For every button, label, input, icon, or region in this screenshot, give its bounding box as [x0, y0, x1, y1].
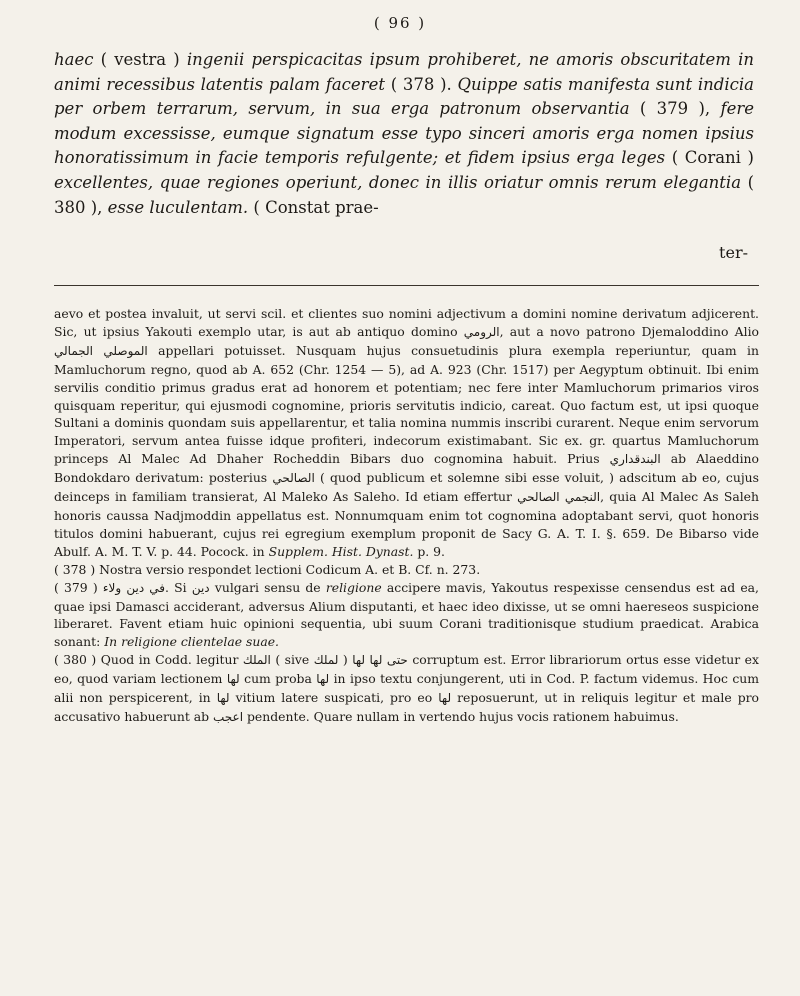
note-text: corruptum est. Error librariorum ortus esse videtur ex eo, quod variam lectionem [54, 652, 759, 687]
note-text: appellari potuisset. Nusquam hujus consuetudinis plura exempla reperiuntur, quam in Mamluchorum regno, quod ab A. 652 (Chr. 1254 — 5), ad A. 923 (Chr. 1517) per Aegyptum obtinuit. Ibi enim servilis conditio primus gradus erat ad honorem et potentiam; nec fere inter Mamluchorum primarios viros quisquam reperitur, qui ejusmodi cognomine, prioris servitutis indicio, careat. Quo factum est, ut ipsi quoque Sultani a dominis quondam suis appellarentur, et talia nomina nummis inscribi curarent. Neque enim servorum Imperatori, servum antea fuisse idque profiteri, indecorum existimabant. Sic ex. gr. quartus Mamluchorum princeps Al Malec Ad Dhaher Rocheddin Bibars duo cognomina habuit. Prius [54, 342, 759, 467]
note-text: accipere mavis, Yakoutus respexisse censendus est ad ea, quae ipsi Damasci acciderant, adversus Alium disputanti, et haec ideo dixisse, ut se omni haereseos suspicione liberaret. Favent etiam huic opinioni sequentia, ubi suum Corani traditionisque studium praedicat. Arabica sonant: [54, 579, 759, 650]
arabic-word: لها [226, 672, 240, 687]
footnote-divider [54, 285, 759, 286]
main-text-note-ref: ( 379 ), [639, 99, 711, 119]
main-text-parenthesis: ( Corani ) [671, 148, 754, 168]
note-text: p. 9. [413, 543, 445, 559]
note-text: aevo et postea invaluit, ut servi scil. et clientes suo nomini adjectivum a domini nomine derivatum adjicerent. Sic, ut ipsius Yakouti exemplo utar, is aut ab antiquo domino [54, 306, 759, 339]
main-text-segment: haec [54, 50, 101, 69]
arabic-word: لها [352, 653, 366, 668]
main-text-segment: Quippe satis manifesta sunt indicia per orbem terrarum, servum, in sua erga patronum observantia [54, 74, 755, 119]
main-text-note-ref: ( 380 ), [54, 172, 754, 217]
arabic-word: الصالحي [272, 471, 315, 486]
arabic-word: لها [438, 691, 452, 706]
catchword: ter- [719, 243, 748, 262]
note-text: . Si [165, 579, 192, 595]
arabic-word: الصالحي [517, 490, 560, 505]
arabic-word: لها [216, 691, 230, 706]
citation-title: Supplem. Hist. Dynast. [268, 543, 414, 559]
footnote-379 [54, 579, 759, 652]
footnotes [54, 305, 759, 727]
emphasis: religione [325, 579, 382, 595]
footnote-continued [54, 305, 759, 561]
arabic-word: الجمالي [54, 343, 93, 358]
note-text: , aut a novo patrono Djemaloddino Alio [499, 323, 759, 339]
arabic-word: الملك [242, 653, 271, 668]
arabic-word: ولاء [102, 580, 122, 595]
main-text-segment: ingenii perspicacitas ipsum prohiberet, ne amoris obscuritatem in animi recessibus latentis palam faceret [54, 50, 754, 94]
note-text: ( 380 ) Quod in Codd. legitur [54, 652, 243, 668]
note-text: ) [338, 652, 353, 668]
emphasis: In religione clientelae suae. [104, 634, 279, 650]
note-text: ( quod publicum et solemne sibi esse voluit, ) adscitum ab eo, cujus deinceps in familiam transierat, Al Maleko As Saleho. Id etiam effertur [54, 470, 760, 505]
main-text-parenthesis: ( Constat prae- [248, 197, 379, 217]
arabic-word: لها [316, 672, 330, 687]
note-text: ab Alaeddino Bondokdaro derivatum: posterius [54, 451, 759, 486]
main-text-segment: fere modum excessisse, eumque signatum esse typo sinceri amoris erga nomen ipsius honoratissimum in facie temporis refulgente; et fidem ipsius erga leges [54, 99, 754, 168]
main-text-segment: excellentes, quae regiones operiunt, donec in illis oriatur omnis rerum elegantia [54, 172, 748, 192]
note-text: vulgari sensu de [209, 579, 326, 595]
note-text: ( sive [270, 652, 314, 668]
arabic-word: البندقداري [609, 452, 661, 467]
note-text: pendente. Quare nullam in vertendo hujus vocis rationem habuimus. [243, 708, 679, 724]
arabic-word: لها [369, 653, 383, 668]
main-text-note-ref: ( 378 ). [390, 74, 452, 94]
arabic-word: في دين [126, 580, 166, 595]
note-number: ( 379 ) [54, 579, 103, 595]
page-number: ( 96 ) [373, 14, 427, 32]
arabic-word: الموصلي [103, 343, 148, 358]
note-text: ( 378 ) Nostra versio respondet lectioni Codicum A. et B. Cf. n. 273. [54, 561, 481, 577]
arabic-word: الرومي [463, 324, 500, 339]
note-text: vitium latere suspicati, pro eo [229, 690, 439, 706]
arabic-word: دين [191, 580, 210, 595]
main-text-parenthesis: ( vestra ) [100, 50, 180, 69]
note-text: in ipso textu conjungerent, uti in Cod. P. factum videmus. Hoc cum alii non perspicerent, in [54, 671, 759, 706]
note-text: , quia Al Malec As Saleh honoris caussa Nadjmoddin appellatus est. Nonnumquam enim tot cognomina adoptabant servi, quot honoris titulos domini habuerant, cujus rei egregium exemplum proponit de Sacy G. A. T. I. §. 659. De Bibarso vide Abulf. A. M. T. V. p. 44. Pocock. in [54, 489, 759, 559]
arabic-word: حتى [386, 653, 408, 668]
main-text [54, 48, 754, 220]
arabic-word: لملك [313, 653, 339, 668]
note-text: reposuerunt, ut in reliquis legitur et male pro accusativo habuerunt ab [54, 690, 760, 724]
footnote-380 [54, 651, 759, 727]
arabic-word: النجمي [564, 490, 601, 505]
footnote-378 [54, 561, 759, 579]
note-text: cum proba [239, 671, 317, 687]
arabic-word: اعجب [213, 709, 244, 724]
main-text-segment: esse luculentam. [102, 197, 249, 217]
